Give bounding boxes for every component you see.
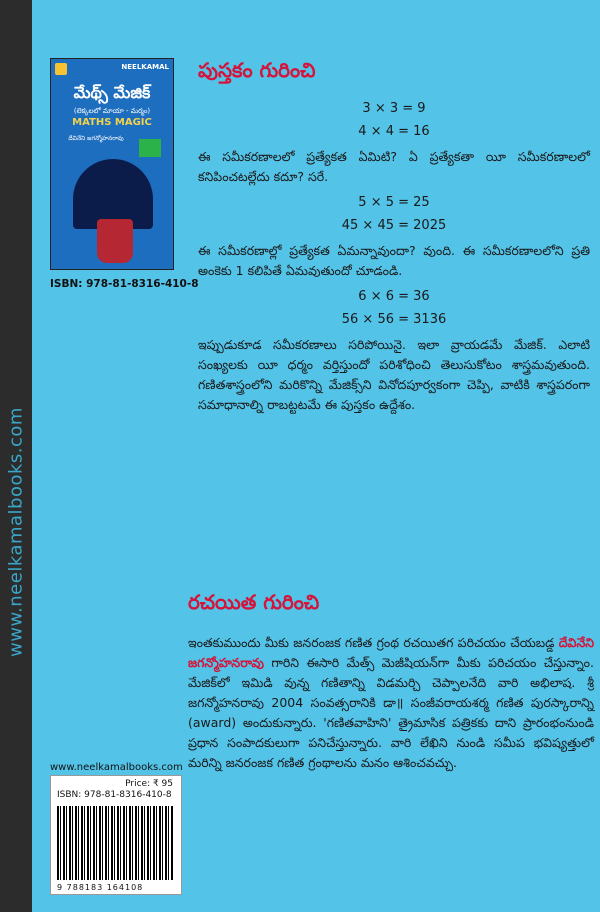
thumbnail-title: మేథ్స్ మేజిక్ (73, 83, 151, 102)
about-author-section (188, 590, 594, 781)
thumbnail-subtitle: (లెక్కలలో మాయా - మర్మం) (73, 107, 151, 115)
thumbnail-english-title: MATHS MAGIC (72, 117, 152, 128)
barcode-isbn: ISBN: 978-81-8316-410-8 (57, 790, 172, 800)
thumbnail-author: దేవినేని జగన్మోహనరావు (68, 135, 124, 142)
cube-illustration (139, 139, 161, 157)
paragraph: ఈ సమీకరణాల్లో ప్రత్యేకత ఏమన్నావుందా? వుంది. ఈ సమీకరణాలలోని ప్రతి అంకెకు 1 కలిపితే ఏమవుతుందో చూడండి. (198, 243, 590, 278)
about-author-heading: రచయిత గురించి (188, 590, 320, 614)
book-spine (0, 0, 32, 912)
author-name: దేవినేని జగన్మోహనరావు (188, 635, 594, 670)
author-text-before: ఇంతకుముందు మీకు జనరంజక గణిత గ్రంథ రచయితగ పరిచయం చేయబడ్డ (188, 635, 559, 650)
price: Price: ₹ 95 (125, 779, 173, 789)
paragraph: ఈ సమీకరణాలలో ప్రత్యేకత ఏమిటి? ఏ ప్రత్యేకతా యీ సమీకరణాలలో కనిపించటల్లేదు కదూ? సరే. (198, 149, 590, 184)
equation: 6 × 6 = 36 (358, 289, 430, 304)
spine-website: www.neelkamalbooks.com (5, 407, 27, 657)
cover-thumbnail (50, 58, 174, 270)
barcode (57, 806, 173, 880)
equation: 3 × 3 = 9 (362, 101, 426, 116)
barcode-digits: 9 788183 164108 (57, 883, 144, 892)
equation: 5 × 5 = 25 (358, 195, 430, 210)
author-paragraph (188, 633, 594, 773)
vase-illustration (97, 219, 133, 263)
thumbnail-publisher: NEELKAMAL (121, 63, 169, 71)
about-book-heading: పుస్తకం గురించి (198, 58, 316, 82)
author-text-after: గారిని ఈసారి మేత్స్ మెజీషియన్‌గా మీకు పరిచయం చేస్తున్నాం. మేజిక్‌లో ఇమిడి వున్న గణితాన్ని విడమర్చి చెప్పాలనేది వారి అభిలాష. శ్రీ జగన్మోహనరావు 2004 సంవత్సరానికి డా॥ సంజీవరాయశర్మ గణిత పురస్కారాన్ని (award) అందుకున్నారు. 'గణితవాహిని' త్రైమాసిక పత్రికకు దాని ప్రారంభంనుండి ప్రధాన సంపాదకులుగా పనిచేస్తున్నారు. వారి లేఖిని నుండి సమీప భవిష్యత్తులో మరిన్ని జనరంజక గణిత గ్రంథాలను మనం ఆశించవచ్చు. (188, 655, 594, 770)
equation: 4 × 4 = 16 (358, 124, 430, 139)
equation: 56 × 56 = 3136 (341, 312, 447, 327)
about-book-section (198, 58, 590, 423)
equation: 45 × 45 = 2025 (341, 218, 447, 233)
publisher-website: www.neelkamalbooks.com (50, 762, 183, 773)
barcode-block (50, 762, 183, 897)
isbn-label: ISBN: 978-81-8316-410-8 (50, 278, 199, 290)
barcode-label (50, 775, 182, 895)
publisher-logo (55, 63, 67, 75)
paragraph: ఇప్పుడుకూడ సమీకరణాలు సరిపోయినై. ఇలా వ్రాయడమే మేజిక్. ఎలాటి సంఖ్యలకు యీ ధర్మం వర్తిస్తుందో పరిశోధించి తెలుసుకోటం శాస్త్రమవుతుంది. గణితశాస్త్రంలోని మరికొన్ని మేజిక్స్‌ని వినోదపూర్వకంగా చెప్పి, వాటికి శాస్త్రపరంగా సమాధానాల్ని రాబట్టటమే ఈ పుస్తకం ఉద్దేశం. (198, 337, 590, 412)
